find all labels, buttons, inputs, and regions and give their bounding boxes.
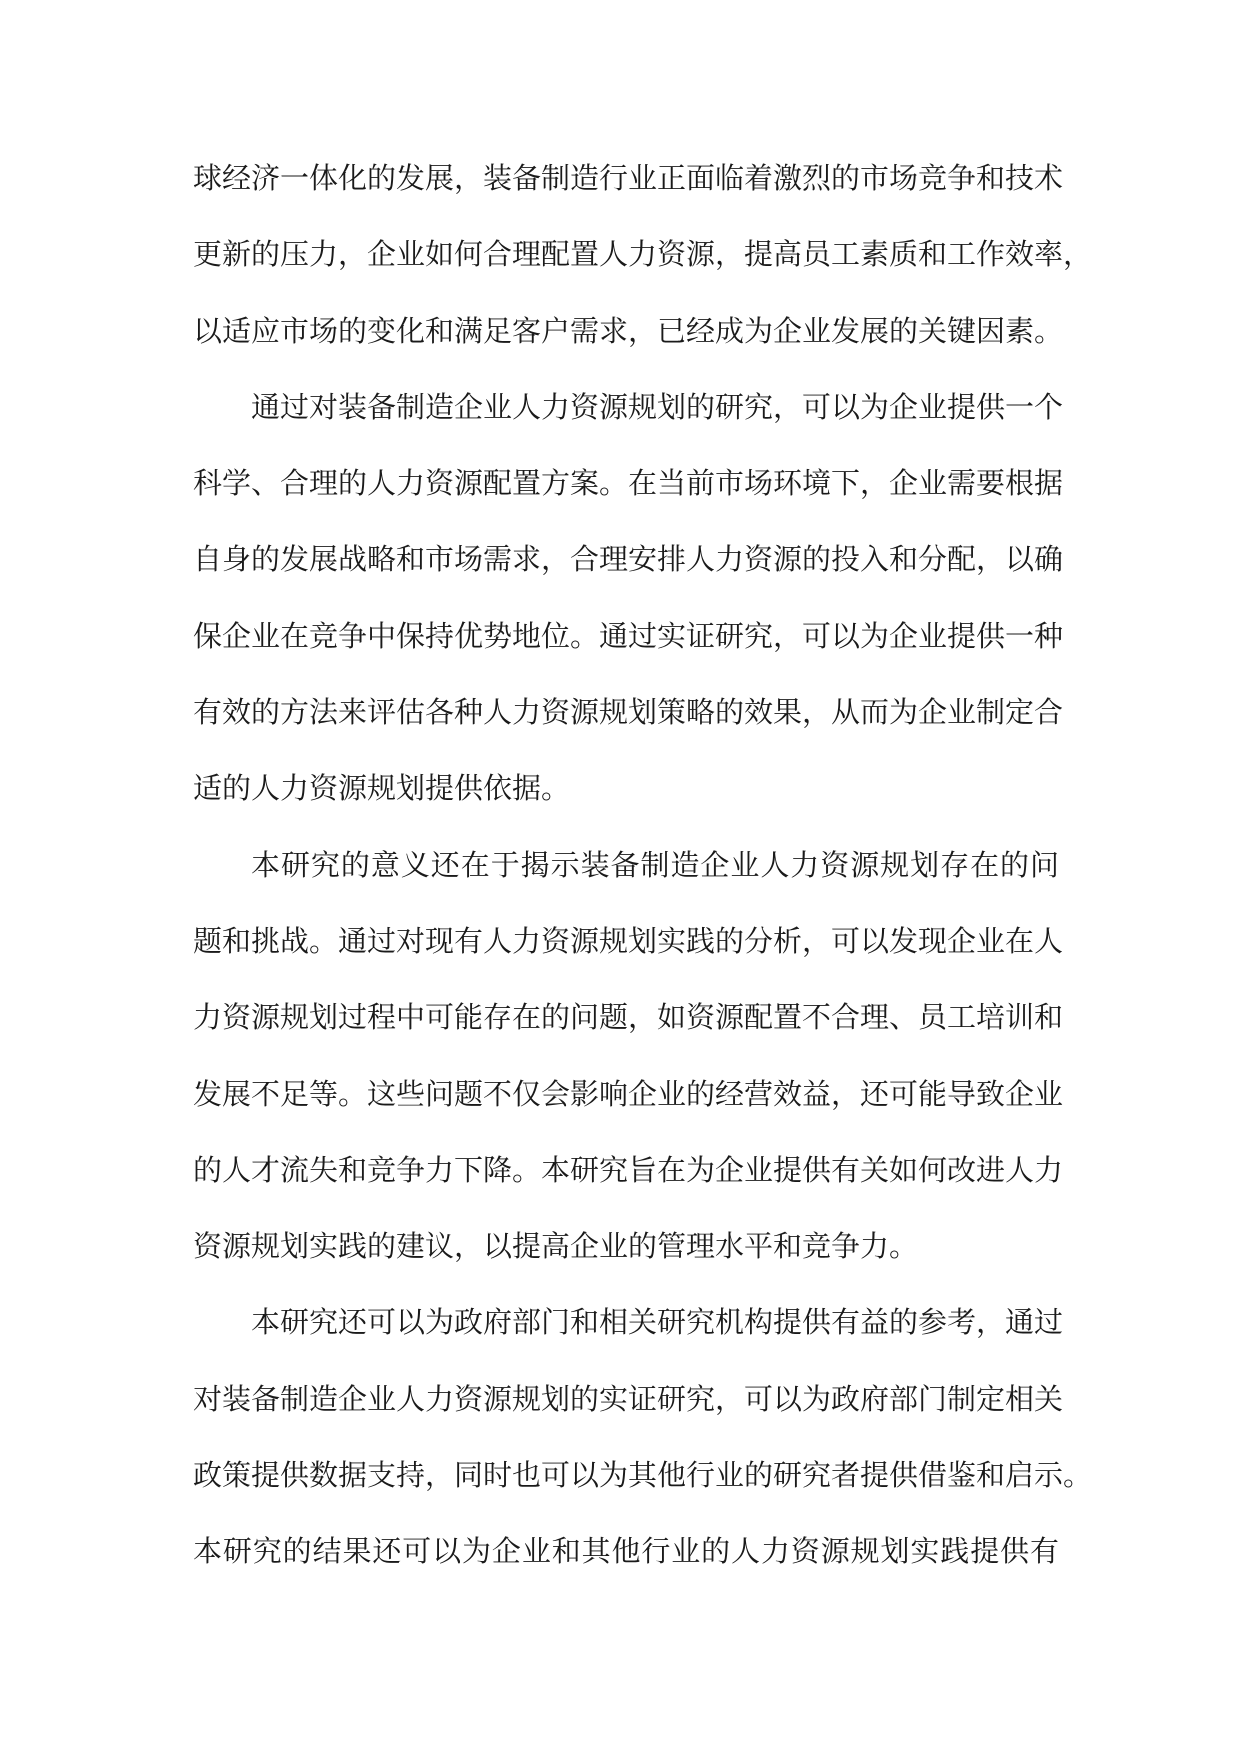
paragraph-4-line-4: 本研究的结果还可以为企业和其他行业的人力资源规划实践提供有 — [193, 1534, 1059, 1569]
paragraph-2-line-3: 自身的发展战略和市场需求，合理安排人力资源的投入和分配，以确 — [193, 542, 1064, 577]
paragraph-1-line-1: 球经济一体化的发展，装备制造行业正面临着激烈的市场竞争和技术 — [193, 161, 1064, 195]
paragraph-3-line-4: 发展不足等。这些问题不仅会影响企业的经营效益，还可能导致企业 — [193, 1076, 1064, 1111]
paragraph-4-line-3: 政策提供数据支持，同时也可以为其他行业的研究者提供借鉴和启示。 — [193, 1458, 1093, 1493]
paragraph-4-line-1: 本研究还可以为政府部门和相关研究机构提供有益的参考，通过 — [251, 1305, 1064, 1340]
paragraph-3-line-6: 资源规划实践的建议，以提高企业的管理水平和竞争力。 — [193, 1229, 919, 1264]
paragraph-1-line-2: 更新的压力，企业如何合理配置人力资源，提高员工素质和工作效率， — [193, 237, 1093, 272]
paragraph-4-line-2: 对装备制造企业人力资源规划的实证研究，可以为政府部门制定相关 — [193, 1381, 1064, 1416]
document-body — [193, 140, 1093, 1590]
paragraph-2-line-6: 适的人力资源规划提供依据。 — [193, 771, 571, 806]
paragraph-3-line-3: 力资源规划过程中可能存在的问题，如资源配置不合理、员工培训和 — [193, 1000, 1064, 1035]
paragraph-3-line-2: 题和挑战。通过对现有人力资源规划实践的分析，可以发现企业在人 — [193, 923, 1064, 958]
paragraph-2-line-1: 通过对装备制造企业人力资源规划的研究，可以为企业提供一个 — [251, 389, 1064, 424]
paragraph-2-line-2: 科学、合理的人力资源配置方案。在当前市场环境下，企业需要根据 — [193, 466, 1064, 501]
paragraph-2-line-4: 保企业在竞争中保持优势地位。通过实证研究，可以为企业提供一种 — [193, 618, 1064, 653]
paragraph-3-line-1: 本研究的意义还在于揭示装备制造企业人力资源规划存在的问 — [251, 847, 1059, 882]
paragraph-1-line-3: 以适应市场的变化和满足客户需求，已经成为企业发展的关键因素。 — [193, 313, 1064, 348]
paragraph-2-line-5: 有效的方法来评估各种人力资源规划策略的效果，从而为企业制定合 — [193, 695, 1064, 730]
paragraph-3-line-5: 的人才流失和竞争力下降。本研究旨在为企业提供有关如何改进人力 — [193, 1152, 1064, 1187]
